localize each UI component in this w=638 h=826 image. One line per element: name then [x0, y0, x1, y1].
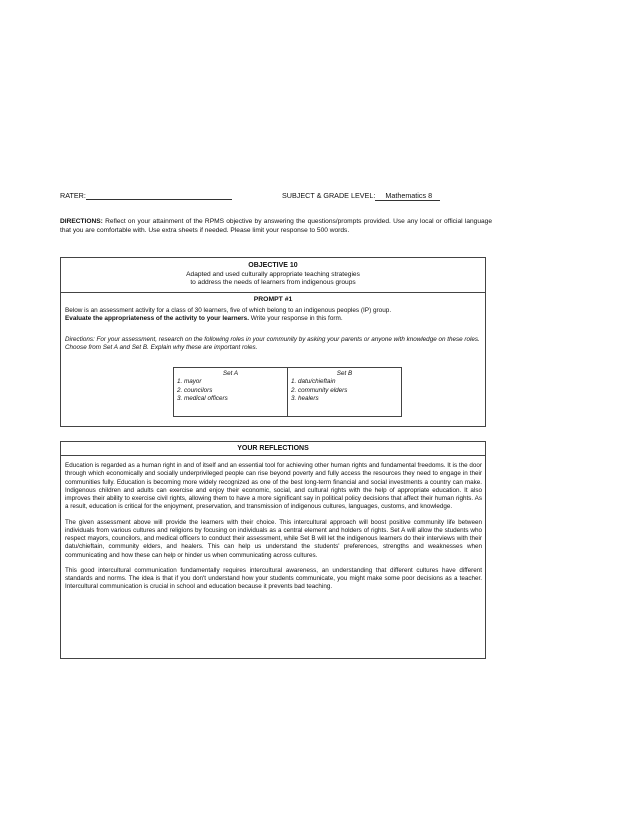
set-a-item: 2. councilors	[177, 386, 213, 394]
subject-grade-label: SUBJECT & GRADE LEVEL:	[282, 191, 376, 200]
set-a-item: 1. mayor	[177, 378, 202, 386]
reflection-paragraph: This good intercultural communication fundamentally requires intercultural awareness, an understanding that different cultures have different standards and norms. The idea is that if you don't understand how your students communicate, you might make some poor decisions as a teacher. Intercultural communication is crucial in school and education because it prevents bad teaching.	[65, 566, 482, 591]
reflection-paragraph: The given assessment above will provide the learners with their choice. This intercultural approach will boost positive community life between individuals from various cultures and religions by focusing on individuals as a central element and holders of rights. Set A will allow the students who respect mayors, councilors, and medical officers to conduct their assessment, while Set B will let the indigenous learners do their interviews with their datu/chieftain, community elders, and healers. This can help us understand the students' preferences, strengths and weaknesses when communicating and how these can help or hinder us when communicating across cultures.	[65, 518, 482, 559]
reflections-body[interactable]	[65, 462, 482, 599]
objective-header	[61, 258, 485, 293]
set-a-title: Set A	[222, 370, 239, 377]
rater-label: RATER:	[60, 191, 86, 200]
reflections-title: YOUR REFLECTIONS	[61, 442, 485, 456]
prompt-text-bold: Evaluate the appropriateness of the activity to your learners.	[65, 315, 249, 323]
directions-text: Reflect on your attainment of the RPMS objective by answering the questions/prompts provided. Use any local or official language that you are comfortable with. Use extra sheets if needed. Please limit your response to 500 words.	[60, 218, 492, 235]
set-b-item: 2. community elders	[291, 386, 348, 394]
objective-title: OBJECTIVE 10	[248, 262, 298, 269]
set-b-item: 3. healers	[291, 395, 319, 403]
objective-line-2: to address the needs of learners from indigenous groups	[190, 279, 356, 287]
directions-label: DIRECTIONS:	[60, 218, 103, 225]
prompt-title: PROMPT #1	[253, 296, 293, 303]
set-b-box	[287, 367, 402, 417]
directions-paragraph	[60, 217, 492, 235]
prompt-text-plain: Below is an assessment activity for a class of 30 learners, five of which belong to an indigenous peoples (IP) group.	[65, 307, 392, 314]
rater-field	[60, 191, 232, 200]
subject-grade-field	[282, 191, 440, 201]
set-a-box	[173, 367, 288, 417]
set-b-item: 1. datu/chieftain	[291, 378, 336, 386]
set-b-title: Set B	[336, 370, 353, 377]
subject-grade-value[interactable]: Mathematics 8	[375, 191, 440, 201]
rater-blank-line[interactable]	[86, 191, 232, 200]
objective-line-1: Adapted and used culturally appropriate teaching strategies	[186, 270, 360, 278]
prompt-directions: Directions: For your assessment, research on the following roles in your community by asking your parents or anyone with knowledge on these roles. Choose from Set A and Set B. Explain why these are important roles.	[65, 336, 480, 352]
reflection-paragraph: Education is regarded as a human right in and of itself and an essential tool for achieving other human rights and fundamental freedoms. It is the door through which economically and socially underprivileged people can rise beyond poverty and fully access the resources they need to engage in their communities fully. Education is becoming more widely recognized as one of the best long-term financial and social investments a country can make. Indigenous children and adults can exercise and enjoy their economic, social, and cultural rights with the help of appropriate education. It also improves their ability to exercise civil rights, allowing them to have a more significant say in political policy decisions that affect their human rights. As a result, education is critical for the enjoyment, preservation, and transmission of indigenous cultures, languages, customs, and knowledge.	[65, 462, 482, 511]
objective-prompt-box	[60, 257, 486, 427]
set-a-item: 3. medical officers	[177, 395, 228, 403]
reflections-box	[60, 441, 486, 659]
form-header	[60, 191, 490, 203]
prompt-text	[65, 307, 483, 324]
prompt-text-tail: Write your response in this form.	[248, 315, 343, 323]
